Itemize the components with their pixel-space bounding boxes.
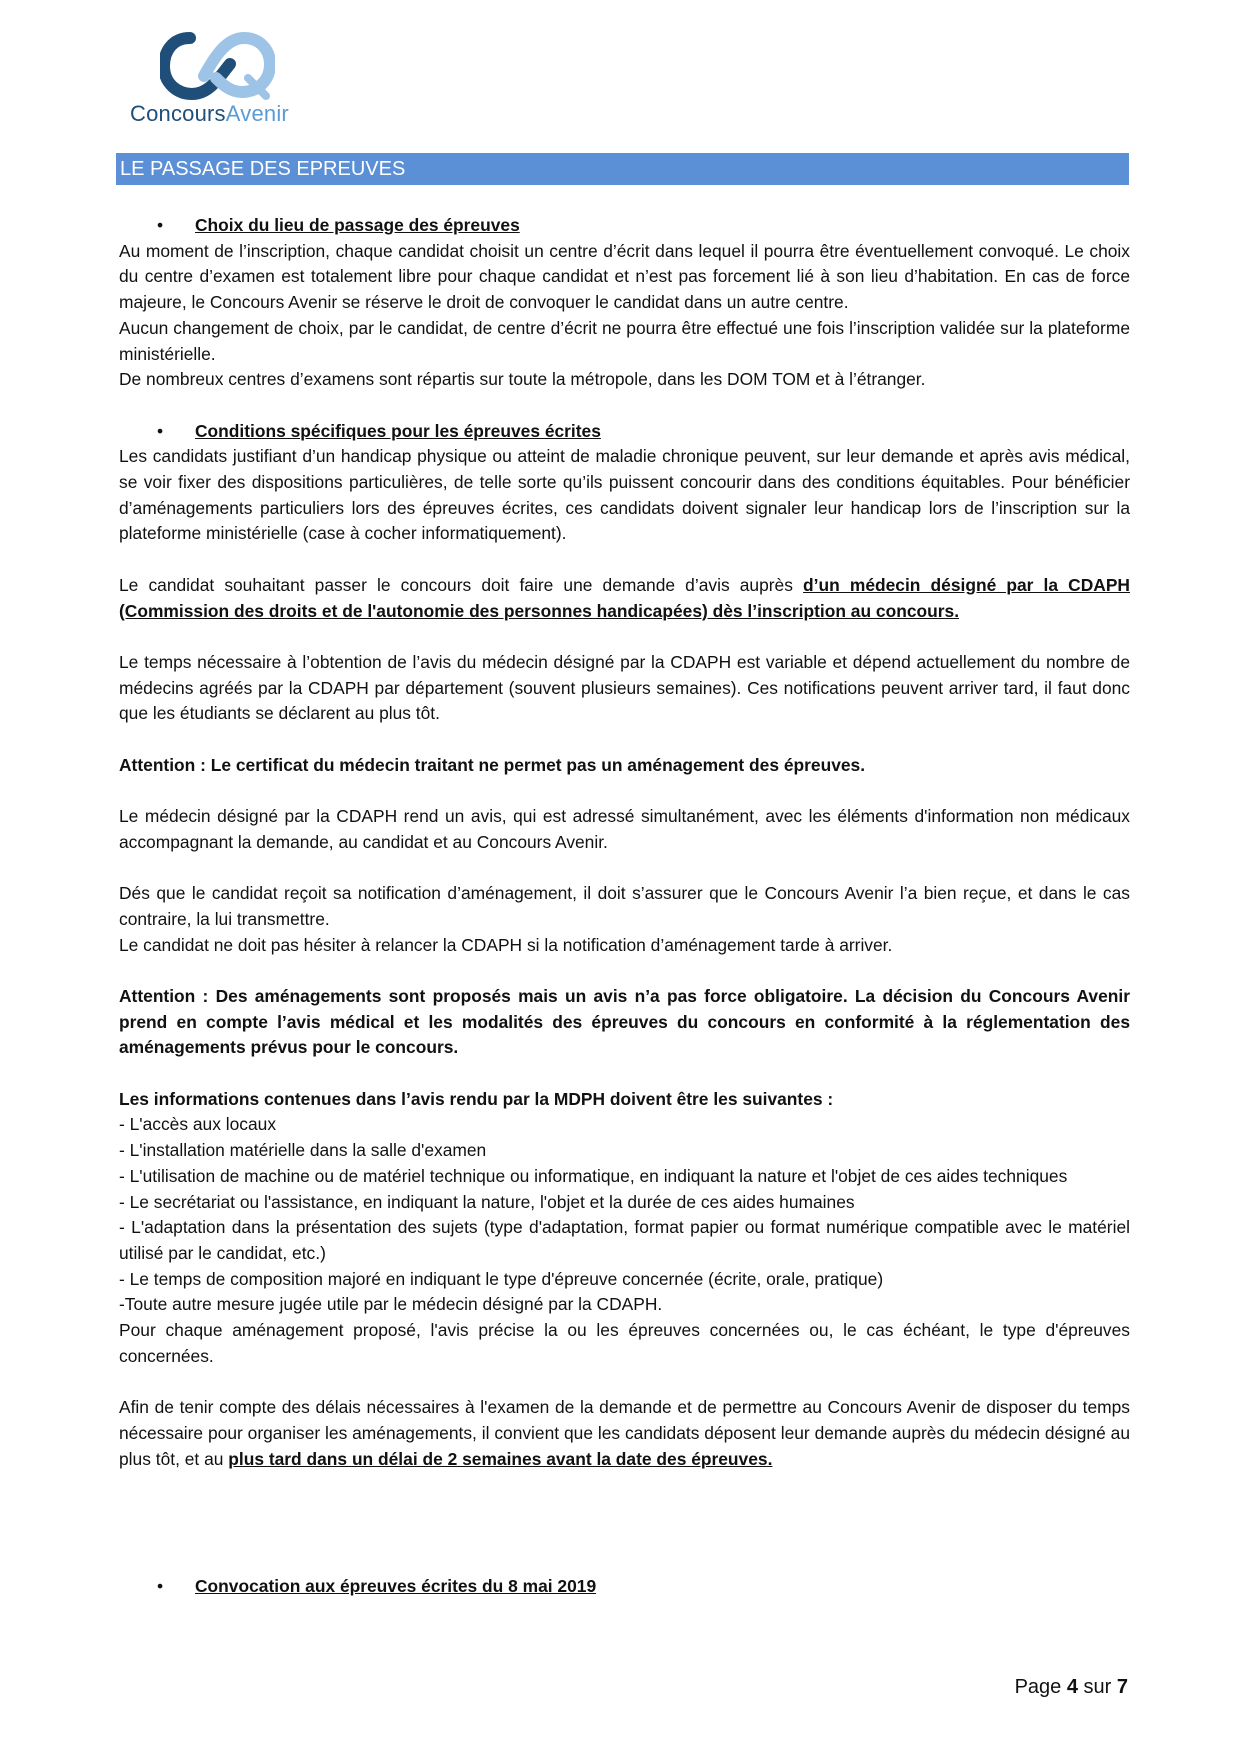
list-item: - L'installation matérielle dans la salle d'examen	[119, 1140, 487, 1161]
page-number	[1015, 1676, 1128, 1699]
list-item: - L'adaptation dans la présentation des sujets (type d'adaptation, format papier ou format numérique compatible avec le matériel utilisé par le candidat, etc.)	[119, 1217, 1130, 1263]
section-banner: LE PASSAGE DES EPREUVES	[116, 153, 1129, 185]
paragraph: Le temps nécessaire à l’obtention de l’avis du médecin désigné par la CDAPH est variable et dépend actuellement du nombre de médecins agréés par la CDAPH par département (souvent plusieurs semaines). Ces notifications peuvent arriver tard, il faut donc que les étudiants se déclarent au plus tôt.	[119, 651, 1130, 724]
paragraph: Aucun changement de choix, par le candidat, de centre d’écrit ne pourra être effectué une fois l’inscription validée sur la plateforme ministérielle.	[119, 317, 1130, 364]
list-item: - L'utilisation de machine ou de matériel technique ou informatique, en indiquant la nature et l'objet de ces aides techniques	[119, 1165, 1068, 1186]
heading-convocation: • Convocation aux épreuves écrites du 8 mai 2019	[119, 1574, 1130, 1600]
paragraph: Pour chaque aménagement proposé, l'avis précise la ou les épreuves concernées ou, le cas échéant, le type d'épreuves concernées.	[119, 1320, 1130, 1366]
paragraph: Dés que le candidat reçoit sa notification d’aménagement, il doit s’assurer que le Concours Avenir l’a bien reçue, et dans le cas contraire, la lui transmettre.	[119, 883, 1130, 929]
attention-note: Attention : Des aménagements sont proposés mais un avis n’a pas force obligatoire. La décision du Concours Avenir prend en compte l’avis médical et les modalités des épreuves du concours en conformité à la réglementation des aménagements prévus pour le concours.	[119, 985, 1130, 1058]
paragraph: Le candidat ne doit pas hésiter à relancer la CDAPH si la notification d’aménagement tarde à arriver.	[119, 934, 893, 955]
text: Afin de tenir compte des délais nécessaires à l'examen de la demande et de permettre au Concours Avenir de disposer du temps nécessaire pour organiser les aménagements, il convient que les candidats déposent leur demande auprès du médecin désigné au plus tôt, et au	[119, 1397, 1130, 1469]
paragraph: De nombreux centres d’examens sont répartis sur toute la métropole, dans les DOM TOM et à l’étranger.	[119, 369, 926, 390]
logo-text-part2: Avenir	[225, 101, 289, 126]
logo-text	[130, 101, 289, 127]
paragraph: Les candidats justifiant d’un handicap physique ou atteint de maladie chronique peuvent, sur leur demande et après avis médical, se voir fixer des dispositions particulières, de telle sorte qu’ils puissent concourir dans des conditions équitables. Pour bénéficier d’aménagements particuliers lors des épreuves écrites, ces candidats doivent signaler leur handicap lors de l’inscription sur la plateforme ministérielle (case à cocher informatiquement).	[119, 446, 1130, 544]
emphasis-text: plus tard dans un délai de 2 semaines avant la date des épreuves.	[228, 1448, 773, 1469]
concours-avenir-logo	[130, 30, 310, 130]
emphasis-text: d’un médecin désigné par la CDAPH (Commission des droits et de l'autonomie des personnes handicapées) dès l’inscription au concours.	[119, 574, 1130, 621]
current-page: 4	[1066, 1676, 1078, 1698]
paragraph-delais	[119, 1395, 1130, 1472]
list-item: - L'accès aux locaux	[119, 1114, 277, 1135]
heading-choix-lieu: • Choix du lieu de passage des épreuves	[119, 213, 1130, 239]
list-item: - Le secrétariat ou l'assistance, en indiquant la nature, l'objet et la durée de ces aides humaines	[119, 1191, 855, 1212]
list-item: -Toute autre mesure jugée utile par le médecin désigné par la CDAPH.	[119, 1294, 663, 1315]
paragraph: Le médecin désigné par la CDAPH rend un avis, qui est adressé simultanément, avec les éléments d'information non médicaux accompagnant la demande, au candidat et au Concours Avenir.	[119, 806, 1130, 852]
total-pages: 7	[1116, 1676, 1128, 1698]
list-heading: Les informations contenues dans l’avis rendu par la MDPH doivent être les suivantes :	[119, 1088, 834, 1109]
text: Le candidat souhaitant passer le concours doit faire une demande d’avis auprès	[119, 574, 804, 595]
page-label: Page	[1014, 1676, 1067, 1698]
document-body	[119, 213, 1130, 1600]
infinity-logo-icon	[160, 30, 275, 102]
paragraph: Au moment de l’inscription, chaque candidat choisit un centre d’écrit dans lequel il pourra être éventuellement convoqué. Le choix du centre d’examen est totalement libre pour chaque candidat et n’est pas forcement lié à son lieu d’habitation. En cas de force majeure, le Concours Avenir se réserve le droit de convoquer le candidat dans un autre centre.	[119, 240, 1130, 313]
attention-note: Attention : Le certificat du médecin traitant ne permet pas un aménagement des épreuves.	[119, 754, 866, 775]
heading-conditions-specifiques: • Conditions spécifiques pour les épreuves écrites	[119, 419, 1130, 445]
paragraph-cdaph-request	[119, 573, 1130, 624]
list-item: - Le temps de composition majoré en indiquant le type d'épreuve concernée (écrite, orale, pratique)	[119, 1268, 884, 1289]
logo-text-part1: Concours	[130, 101, 226, 126]
page-separator: sur	[1077, 1676, 1117, 1698]
